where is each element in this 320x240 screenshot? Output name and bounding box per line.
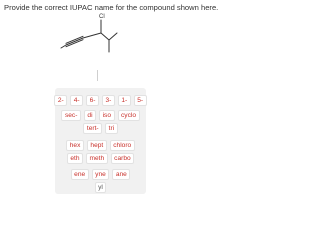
- chip-meth[interactable]: meth: [86, 153, 108, 164]
- chip-eth[interactable]: eth: [67, 153, 83, 164]
- chlorine-label: Cl: [99, 14, 105, 20]
- palette-row-roots-2: [55, 153, 146, 164]
- question-prompt: Provide the correct IUPAC name for the compound shown here.: [4, 3, 219, 12]
- chip-locant-4[interactable]: 4-: [70, 95, 83, 106]
- chip-tri[interactable]: tri: [105, 123, 118, 134]
- chip-yne[interactable]: yne: [92, 169, 110, 180]
- chip-sec[interactable]: sec-: [61, 110, 80, 121]
- chip-ene[interactable]: ene: [71, 169, 89, 180]
- triple-bond-center: [66, 38, 83, 45]
- palette-row-roots: [55, 140, 146, 151]
- molecule-structure: [0, 0, 200, 70]
- answer-field-divider: [97, 70, 98, 81]
- chip-tert[interactable]: tert-: [83, 123, 102, 134]
- c4-c5-bond: [83, 33, 101, 38]
- chip-yl[interactable]: yl: [95, 182, 107, 193]
- chip-carbo[interactable]: carbo: [111, 153, 135, 164]
- chip-iso[interactable]: iso: [99, 110, 114, 121]
- c5-c6-bond: [101, 33, 109, 40]
- name-fragment-palette: [55, 88, 146, 194]
- c1-c2-bond: [61, 45, 66, 48]
- chip-cyclo[interactable]: cyclo: [118, 110, 140, 121]
- c6-methyl-bond: [109, 33, 117, 40]
- chip-locant-3[interactable]: 3-: [102, 95, 115, 106]
- palette-row-prefixes: [55, 110, 146, 121]
- chip-locant-5[interactable]: 5-: [134, 95, 147, 106]
- palette-row-locants: [55, 95, 146, 106]
- chip-hex[interactable]: hex: [66, 140, 84, 151]
- palette-row-suffixes: [55, 169, 146, 180]
- chip-hept[interactable]: hept: [87, 140, 107, 151]
- chip-chloro[interactable]: chloro: [110, 140, 135, 151]
- triple-bond-upper: [66, 36, 83, 43]
- chip-locant-2[interactable]: 2-: [54, 95, 67, 106]
- chip-ane[interactable]: ane: [112, 169, 130, 180]
- palette-row-suffixes-2: [55, 182, 146, 193]
- chip-locant-6[interactable]: 6-: [86, 95, 99, 106]
- chip-locant-1[interactable]: 1-: [118, 95, 131, 106]
- chip-di[interactable]: di: [84, 110, 96, 121]
- palette-row-prefixes-2: [55, 123, 146, 134]
- triple-bond-lower: [66, 40, 83, 47]
